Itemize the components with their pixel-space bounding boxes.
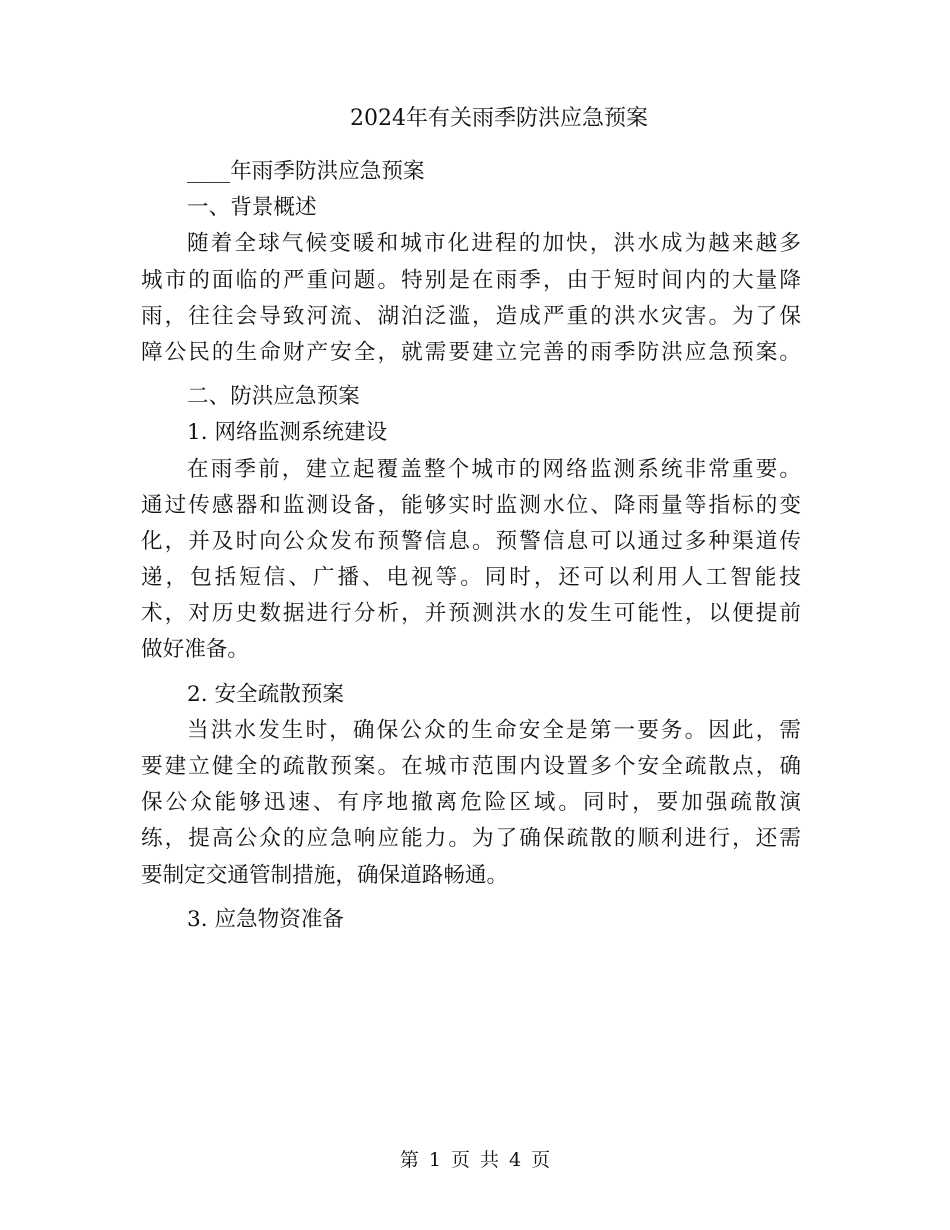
body-line: 二、防洪应急预案 [187, 384, 360, 410]
body-line: 术，对历史数据进行分析，并预测洪水的发生可能性，以便提前 [141, 601, 801, 627]
line-gap [141, 669, 801, 677]
body-line: 2. 安全疏散预案 [187, 681, 345, 707]
body-line: 通过传感器和监测设备，能够实时监测水位、降雨量等指标的变 [141, 492, 801, 518]
body-line: 要建立健全的疏散预案。在城市范围内设置多个安全疏散点，确 [141, 754, 801, 779]
body-line: 随着全球气候变暖和城市化进程的加快，洪水成为越来越多 [187, 231, 801, 257]
body-line: 保公众能够迅速、有序地撤离危险区域。同时，要加强疏散演 [141, 790, 801, 816]
body-line: 在雨季前，建立起覆盖整个城市的网络监测系统非常重要。 [187, 456, 801, 482]
body-line: 1. 网络监测系统建设 [187, 420, 388, 446]
body-line: 3. 应急物资准备 [187, 906, 345, 932]
body-line: ____年雨季防洪应急预案 [187, 159, 425, 184]
body-line: 障公民的生命财产安全，就需要建立完善的雨季防洪应急预案。 [141, 339, 801, 365]
line-gap [141, 894, 801, 902]
body-line: 当洪水发生时，确保公众的生命安全是第一要务。因此，需 [187, 717, 801, 743]
body-line: 练，提高公众的应急响应能力。为了确保疏散的顺利进行，还需 [141, 826, 801, 852]
page-footer: 第 1 页 共 4 页 [399, 1149, 551, 1171]
body-line: 要制定交通管制措施，确保道路畅通。 [141, 862, 509, 888]
body-line: 化，并及时向公众发布预警信息。预警信息可以通过多种渠道传 [141, 528, 801, 554]
body-line: 做好准备。 [141, 637, 249, 663]
document-body [141, 154, 801, 938]
line-gap [141, 371, 801, 379]
body-line: 一、背景概述 [187, 195, 317, 221]
body-line: 递，包括短信、广播、电视等。同时，还可以利用人工智能技 [141, 565, 801, 591]
document-title: 2024年有关雨季防洪应急预案 [350, 106, 648, 131]
body-line: 城市的面临的严重问题。特别是在雨季，由于短时间内的大量降 [141, 267, 801, 293]
body-line: 雨，往往会导致河流、湖泊泛滥，造成严重的洪水灾害。为了保 [141, 303, 801, 329]
